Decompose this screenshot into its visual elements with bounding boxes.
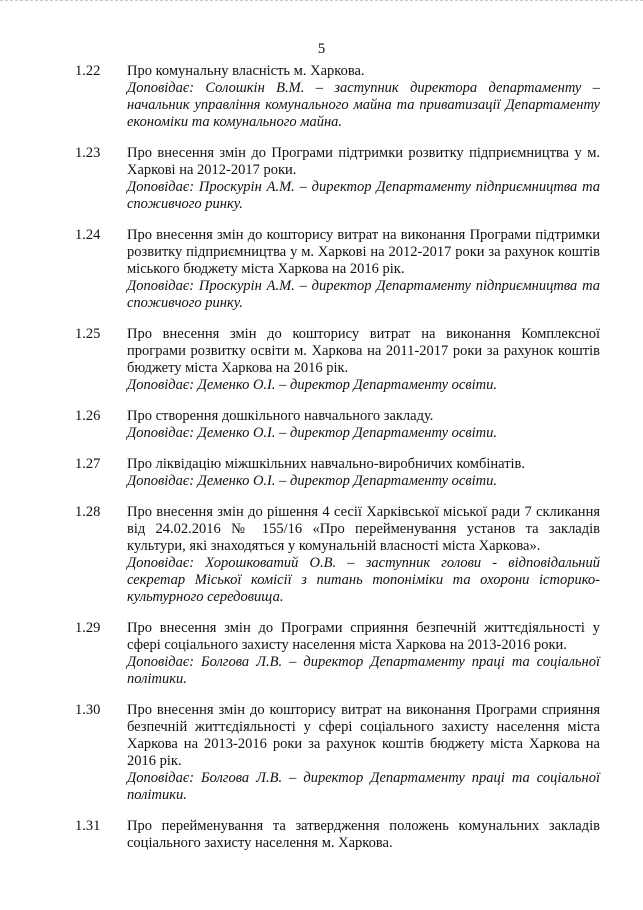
item-title: Про внесення змін до Програми підтримки розвитку підприємництва у м. Харкові на 2012-2017 роки.	[127, 145, 600, 178]
agenda-item-1-31	[0, 818, 643, 852]
item-number: 1.23	[75, 145, 101, 161]
item-speaker: Доповідає: Деменко О.І. – директор Департаменту освіти.	[127, 473, 497, 489]
item-number: 1.24	[75, 227, 101, 243]
item-title: Про внесення змін до кошторису витрат на виконання Комплексної програми розвитку освіти м. Харкова на 2011-2017 роки за рахунок коштів бюджету міста Харкова на 2016 рік.	[127, 326, 600, 376]
agenda-item-1-25	[0, 326, 643, 394]
item-title: Про перейменування та затвердження положень комунальних закладів соціального захисту населення м. Харкова.	[127, 818, 600, 851]
item-number: 1.31	[75, 818, 101, 834]
item-speaker: Доповідає: Деменко О.І. – директор Департаменту освіти.	[127, 425, 497, 441]
item-speaker: Доповідає: Солошкін В.М. – заступник директора департаменту – начальник управління комунального майна та приватизації Департаменту економіки та комунального майна.	[127, 80, 600, 130]
item-number: 1.29	[75, 620, 101, 636]
item-title: Про комунальну власність м. Харкова.	[127, 63, 365, 79]
agenda-item-1-22	[0, 63, 643, 131]
agenda-item-1-24	[0, 227, 643, 312]
item-number: 1.28	[75, 504, 101, 520]
page-number: 5	[317, 41, 326, 57]
item-number: 1.26	[75, 408, 101, 424]
item-number: 1.22	[75, 63, 101, 79]
agenda-item-1-27	[0, 456, 643, 490]
item-speaker: Доповідає: Хорошковатий О.В. – заступник голови - відповідальний секретар Міської комісії з питань топоніміки та охорони історико-культурного середовища.	[127, 555, 600, 605]
item-speaker: Доповідає: Деменко О.І. – директор Департаменту освіти.	[127, 377, 497, 393]
item-number: 1.30	[75, 702, 101, 718]
agenda-item-1-26	[0, 408, 643, 442]
item-title: Про внесення змін до Програми сприяння безпечній життєдіяльності у сфері соціального захисту населення міста Харкова на 2013-2016 роки.	[127, 620, 600, 653]
top-scan-edge	[0, 0, 643, 10]
agenda-item-1-30	[0, 702, 643, 804]
agenda-item-1-28	[0, 504, 643, 606]
agenda-item-1-23	[0, 145, 643, 213]
item-title: Про внесення змін до кошторису витрат на виконання Програми сприяння безпечній життєдіяльності у сфері соціального захисту населення міста Харкова на 2013-2016 роки за рахунок коштів бюджету міста Харкова на 2016 рік.	[127, 702, 600, 769]
item-title: Про внесення змін до кошторису витрат на виконання Програми підтримки розвитку підприємництва у м. Харкові на 2012-2017 роки за рахунок коштів міського бюджету міста Харкова на 2016 рік.	[127, 227, 600, 277]
agenda-item-1-29	[0, 620, 643, 688]
item-number: 1.25	[75, 326, 101, 342]
item-speaker: Доповідає: Проскурін А.М. – директор Департаменту підприємництва та споживчого ринку.	[127, 179, 600, 212]
item-title: Про створення дошкільного навчального закладу.	[127, 408, 434, 424]
item-speaker: Доповідає: Болгова Л.В. – директор Департаменту праці та соціальної політики.	[127, 654, 600, 687]
agenda-list	[0, 63, 643, 866]
item-speaker: Доповідає: Проскурін А.М. – директор Департаменту підприємництва та споживчого ринку.	[127, 278, 600, 311]
item-speaker: Доповідає: Болгова Л.В. – директор Департаменту праці та соціальної політики.	[127, 770, 600, 803]
item-title: Про ліквідацію міжшкільних навчально-виробничих комбінатів.	[127, 456, 526, 472]
item-number: 1.27	[75, 456, 101, 472]
item-title: Про внесення змін до рішення 4 сесії Харківської міської ради 7 скликання від 24.02.2016 № 155/16 «Про перейменування установ та закладів культури, які знаходяться у комунальній власності міста Харкова».	[127, 504, 600, 554]
